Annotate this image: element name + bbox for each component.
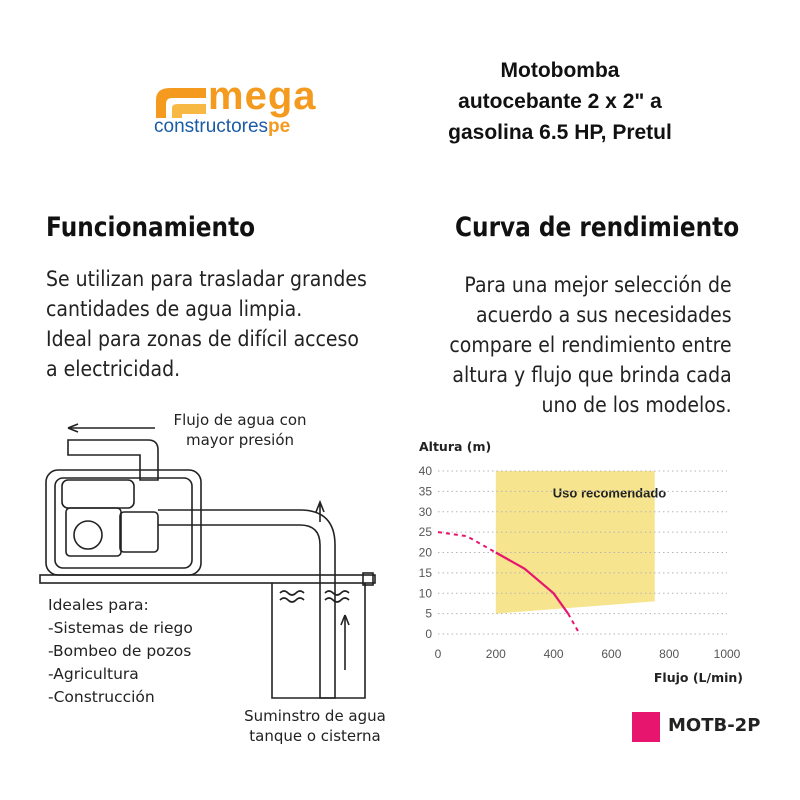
list-item: -Construcción bbox=[48, 688, 155, 706]
recommended-zone-label: Uso recomendado bbox=[552, 485, 667, 501]
y-tick-label: 5 bbox=[425, 606, 432, 621]
ideal-uses-title: Ideales para: bbox=[48, 596, 149, 614]
pump-frame-inner-icon bbox=[55, 478, 192, 568]
list-item: -Bombeo de pozos bbox=[48, 642, 192, 660]
functioning-paragraph bbox=[46, 264, 367, 384]
paragraph-line: Se utilizan para trasladar grandes bbox=[46, 267, 367, 291]
y-tick-label: 20 bbox=[418, 545, 432, 560]
water-wave-icon bbox=[280, 598, 304, 602]
flow-label-line: Flujo de agua con bbox=[173, 411, 307, 429]
y-tick-label: 15 bbox=[418, 565, 432, 580]
x-tick-label: 1000 bbox=[713, 647, 741, 661]
x-tick-label: 400 bbox=[543, 647, 564, 661]
pump-body-icon bbox=[120, 512, 158, 552]
engine-wheel-icon bbox=[74, 521, 102, 549]
supply-label bbox=[235, 706, 395, 746]
logo-subtitle: constructorespe bbox=[154, 116, 291, 137]
y-tick-label: 25 bbox=[418, 525, 432, 540]
product-title-line: autocebante 2 x 2" a bbox=[458, 90, 662, 113]
y-tick-label: 40 bbox=[418, 464, 432, 478]
water-wave-icon bbox=[280, 591, 304, 595]
x-tick-label: 600 bbox=[601, 647, 622, 661]
paragraph-line: a electricidad. bbox=[46, 357, 181, 381]
discharge-pipe-icon bbox=[68, 440, 158, 480]
series-line-dashed bbox=[438, 532, 496, 552]
paragraph-line: compare el rendimiento entre bbox=[449, 333, 732, 357]
performance-paragraph bbox=[450, 270, 732, 420]
water-wave-icon bbox=[325, 591, 349, 595]
list-item: -Sistemas de riego bbox=[48, 619, 193, 637]
list-item: -Agricultura bbox=[48, 665, 139, 683]
engine-tank-icon bbox=[62, 480, 134, 508]
x-tick-label: 800 bbox=[659, 647, 680, 661]
tank-icon bbox=[272, 583, 365, 698]
logo-mega-text: mega bbox=[208, 74, 317, 118]
performance-heading: Curva de rendimiento bbox=[455, 212, 740, 243]
flow-label-line: mayor presión bbox=[185, 431, 295, 449]
y-tick-label: 0 bbox=[425, 627, 432, 641]
y-tick-label: 10 bbox=[418, 586, 432, 601]
water-wave-icon bbox=[325, 598, 349, 602]
paragraph-line: altura y flujo que brinda cada bbox=[452, 363, 732, 387]
series-line-dashed bbox=[568, 614, 580, 634]
supply-label-line: Suminstro de agua bbox=[244, 707, 386, 725]
functioning-heading: Funcionamiento bbox=[46, 212, 256, 243]
ground-base-icon bbox=[40, 575, 375, 583]
paragraph-line: acuerdo a sus necesidades bbox=[476, 303, 732, 327]
y-tick-label: 35 bbox=[418, 484, 432, 499]
product-title-line: gasolina 6.5 HP, Pretul bbox=[448, 121, 672, 144]
product-title bbox=[420, 55, 700, 148]
logo-mark-icon bbox=[152, 84, 208, 118]
paragraph-line: Para una mejor selección de bbox=[464, 273, 732, 297]
x-axis-title: Flujo (L/min) bbox=[653, 670, 743, 685]
legend-swatch bbox=[632, 712, 660, 742]
pump-frame-icon bbox=[46, 470, 201, 575]
y-tick-label: 30 bbox=[418, 504, 432, 519]
paragraph-line: uno de los modelos. bbox=[541, 393, 732, 417]
x-tick-label: 200 bbox=[485, 647, 506, 661]
legend-label: MOTB-2P bbox=[668, 715, 761, 736]
y-axis-title: Altura (m) bbox=[419, 439, 492, 454]
ideal-uses-list bbox=[48, 594, 193, 709]
paragraph-line: Ideal para zonas de difícil acceso bbox=[46, 327, 359, 351]
supply-label-line: tanque o cisterna bbox=[249, 727, 381, 745]
flow-label bbox=[160, 410, 320, 450]
product-title-line: Motobomba bbox=[500, 59, 620, 82]
logo bbox=[150, 74, 335, 144]
performance-chart bbox=[405, 430, 750, 690]
paragraph-line: cantidades de agua limpia. bbox=[46, 297, 303, 321]
x-tick-label: 0 bbox=[434, 647, 442, 661]
